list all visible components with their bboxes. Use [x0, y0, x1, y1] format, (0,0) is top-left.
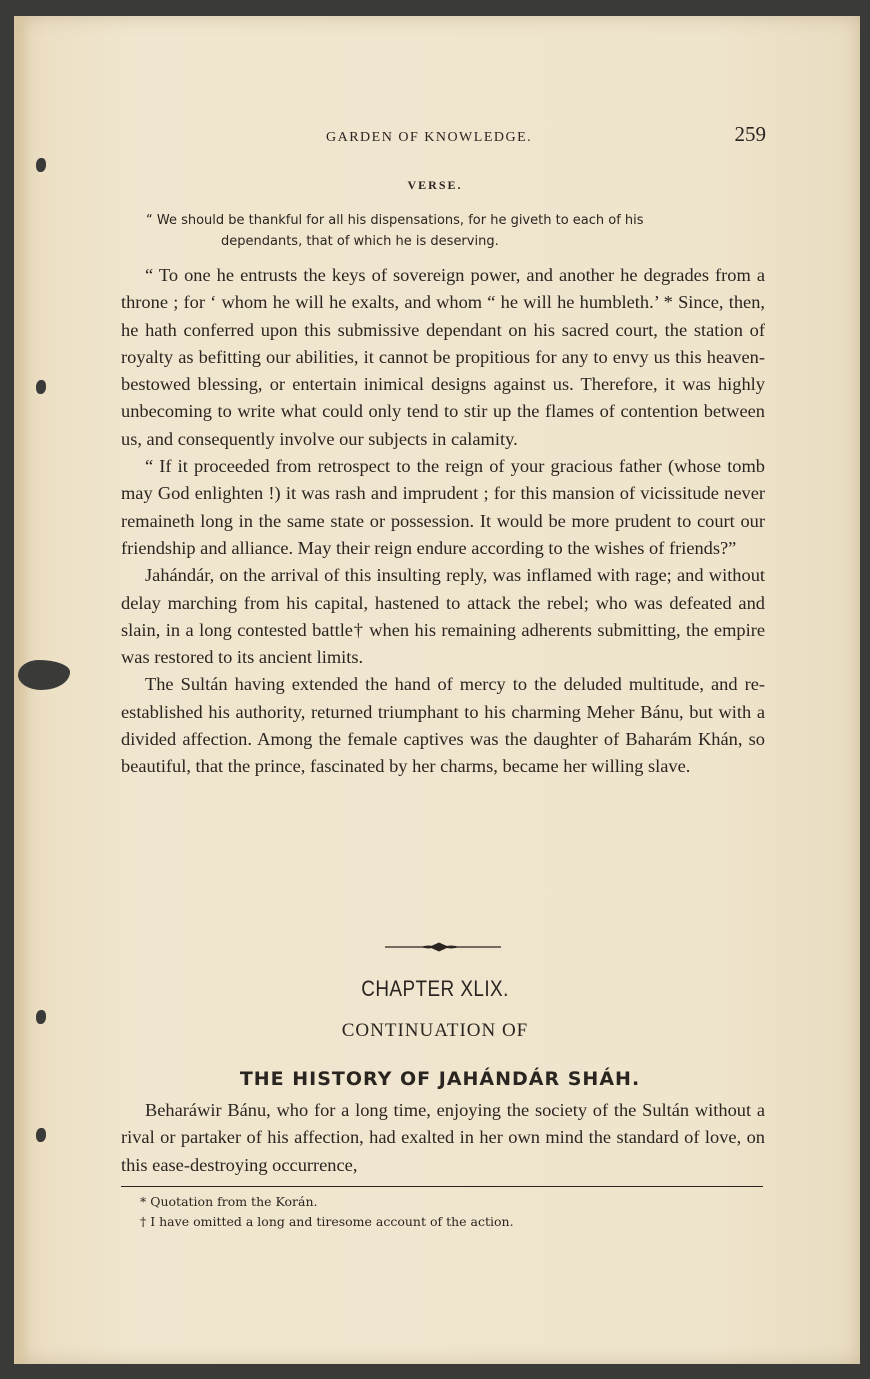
chapter-heading: THE HISTORY OF JAHÁNDÁR SHÁH.	[239, 1068, 641, 1090]
ornament-divider	[385, 941, 501, 953]
footnote-2: † I have omitted a long and tiresome account of the action.	[140, 1214, 514, 1229]
page-left-edge	[14, 16, 30, 1364]
paragraph: The Sultán having extended the hand of mercy to the deluded multitude, and re-established his authority, returned triumphant to his charming Meher Bánu, but with a divided affection. Among the female captives was the daughter of Baharám Khán, so beautiful, that the prince, fascinated by her charms, became her willing slave.	[121, 674, 765, 777]
binding-hole	[36, 1128, 46, 1142]
paragraph: Beharáwir Bánu, who for a long time, enjoying the society of the Sultán without a rival or partaker of his affection, had exalted in her own mind the standard of love, on this ease-destroying occurrence,	[121, 1100, 765, 1175]
chapter-subtitle: CONTINUATION OF	[341, 1020, 529, 1041]
paragraph: “ If it proceeded from retrospect to the reign of your gracious father (whose tomb may God enlighten !) it was rash and imprudent ; for this mansion of vicissitude never remaineth long in the same state or possession. It would be more prudent to court our friendship and alliance. May their reign endure according to the wishes of friends?”	[121, 456, 765, 558]
body-text	[121, 262, 765, 781]
verse-line-1: “ We should be thankful for all his dispensations, for he giveth to each of his	[146, 213, 644, 228]
paragraph: “ To one he entrusts the keys of sovereign power, and another he degrades from a throne ; for ‘ whom he will he exalts, and whom “ he will he humbleth.’ * Since, then, he hath conferred upon this submissive dependant on his sacred court, the station of royalty as befitting our abilities, it cannot be propitious for any to envy us this heaven-bestowed blessing, or entertain inimical designs against us. Therefore, it was highly unbecoming to write what could only tend to stir up the flames of contention between us, and consequently involve our subjects in calamity.	[121, 265, 765, 449]
chapter-body-text	[121, 1097, 765, 1179]
page-number: 259	[734, 122, 766, 146]
page-header	[120, 122, 766, 150]
paragraph: Jahándár, on the arrival of this insulting reply, was inflamed with rage; and without delay marching from his capital, hastened to attack the rebel; who was defeated and slain, in a long contested battle† when his remaining adherents submitting, the empire was restored to its ancient limits.	[121, 565, 765, 668]
chapter-title: CHAPTER XLIX.	[361, 976, 509, 1001]
binding-hole	[36, 380, 46, 394]
verse-line-2: dependants, that of which he is deserving.	[221, 234, 499, 249]
verse-title: VERSE.	[407, 178, 463, 192]
binding-hole	[36, 158, 46, 172]
footnote-rule	[121, 1186, 763, 1187]
footnote-1: * Quotation from the Korán.	[140, 1194, 318, 1209]
running-head: GARDEN OF KNOWLEDGE.	[326, 130, 533, 145]
